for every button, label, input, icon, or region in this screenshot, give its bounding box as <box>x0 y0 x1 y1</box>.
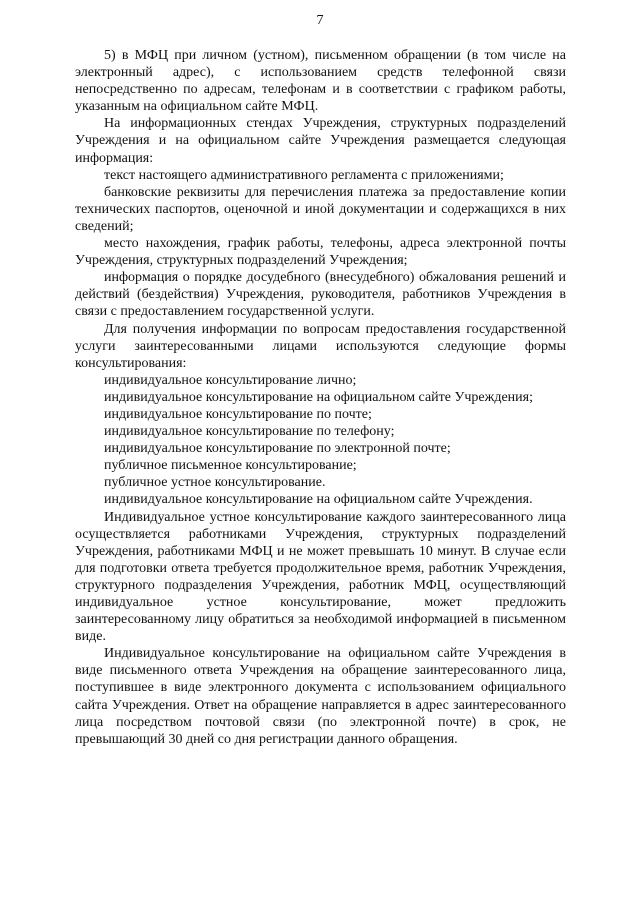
paragraph-8: индивидуальное консультирование лично; <box>104 372 357 388</box>
paragraph-6: информация о порядке досудебного (внесудебного) обжалования решений и действий (бездействия) Учреждения, руководителя, работников Учреждения в связи с предоставлением государственной услуги. <box>75 270 566 320</box>
paragraph-16: Индивидуальное устное консультирование каждого заинтересованного лица осуществляется работниками Учреждения, структурных подразделений Учреждения, работниками МФЦ и не может превышать 10 минут. В случае если для подготовки ответа требуется продолжительное время, работник Учреждения, структурного подразделения Учреждения, работник МФЦ, осуществляющий индивидуальное устное консультирование, может предложить заинтересованному лицу обратиться за необходимой информацией в письменном виде. <box>75 509 566 645</box>
paragraph-7: Для получения информации по вопросам предоставления государственной услуги заинтересованными лицами используются следующие формы консультирования: <box>75 321 566 371</box>
paragraph-10: индивидуальное консультирование по почте; <box>104 406 372 422</box>
paragraph-11: индивидуальное консультирование по телефону; <box>104 424 395 440</box>
document-body <box>75 47 566 748</box>
paragraph-5: место нахождения, график работы, телефоны, адреса электронной почты Учреждения, структурных подразделений Учреждения; <box>75 236 566 269</box>
paragraph-4: банковские реквизиты для перечисления платежа за предоставление копии технических паспортов, оценочной и иной документации и содержащихся в них сведений; <box>75 184 566 234</box>
paragraph-1: 5) в МФЦ при личном (устном), письменном обращении (в том числе на электронный адрес), с использованием средств телефонной связи непосредственно по адресам, телефонам и в соответствии с графиком работы, указанным на официальном сайте МФЦ. <box>75 48 566 115</box>
paragraph-17: Индивидуальное консультирование на официальном сайте Учреждения в виде письменного ответа Учреждения на обращение заинтересованного лица, поступившее в виде электронного документа с использованием официального сайта Учреждения. Ответ на обращение направляется в адрес заинтересованного лица посредством почтовой связи (по электронной почте) в срок, не превышающий 30 дней со дня регистрации данного обращения. <box>75 646 566 747</box>
paragraph-13: публичное письменное консультирование; <box>104 458 357 474</box>
paragraph-2: На информационных стендах Учреждения, структурных подразделений Учреждения и на официальном сайте Учреждения размещается следующая информация: <box>75 116 566 166</box>
paragraph-15: индивидуальное консультирование на официальном сайте Учреждения. <box>104 492 533 508</box>
paragraph-12: индивидуальное консультирование по электронной почте; <box>104 441 451 457</box>
page-number: 7 <box>316 13 324 28</box>
paragraph-14: публичное устное консультирование. <box>104 475 326 491</box>
paragraph-9: индивидуальное консультирование на официальном сайте Учреждения; <box>104 389 533 405</box>
paragraph-3: текст настоящего административного регламента с приложениями; <box>104 167 504 183</box>
